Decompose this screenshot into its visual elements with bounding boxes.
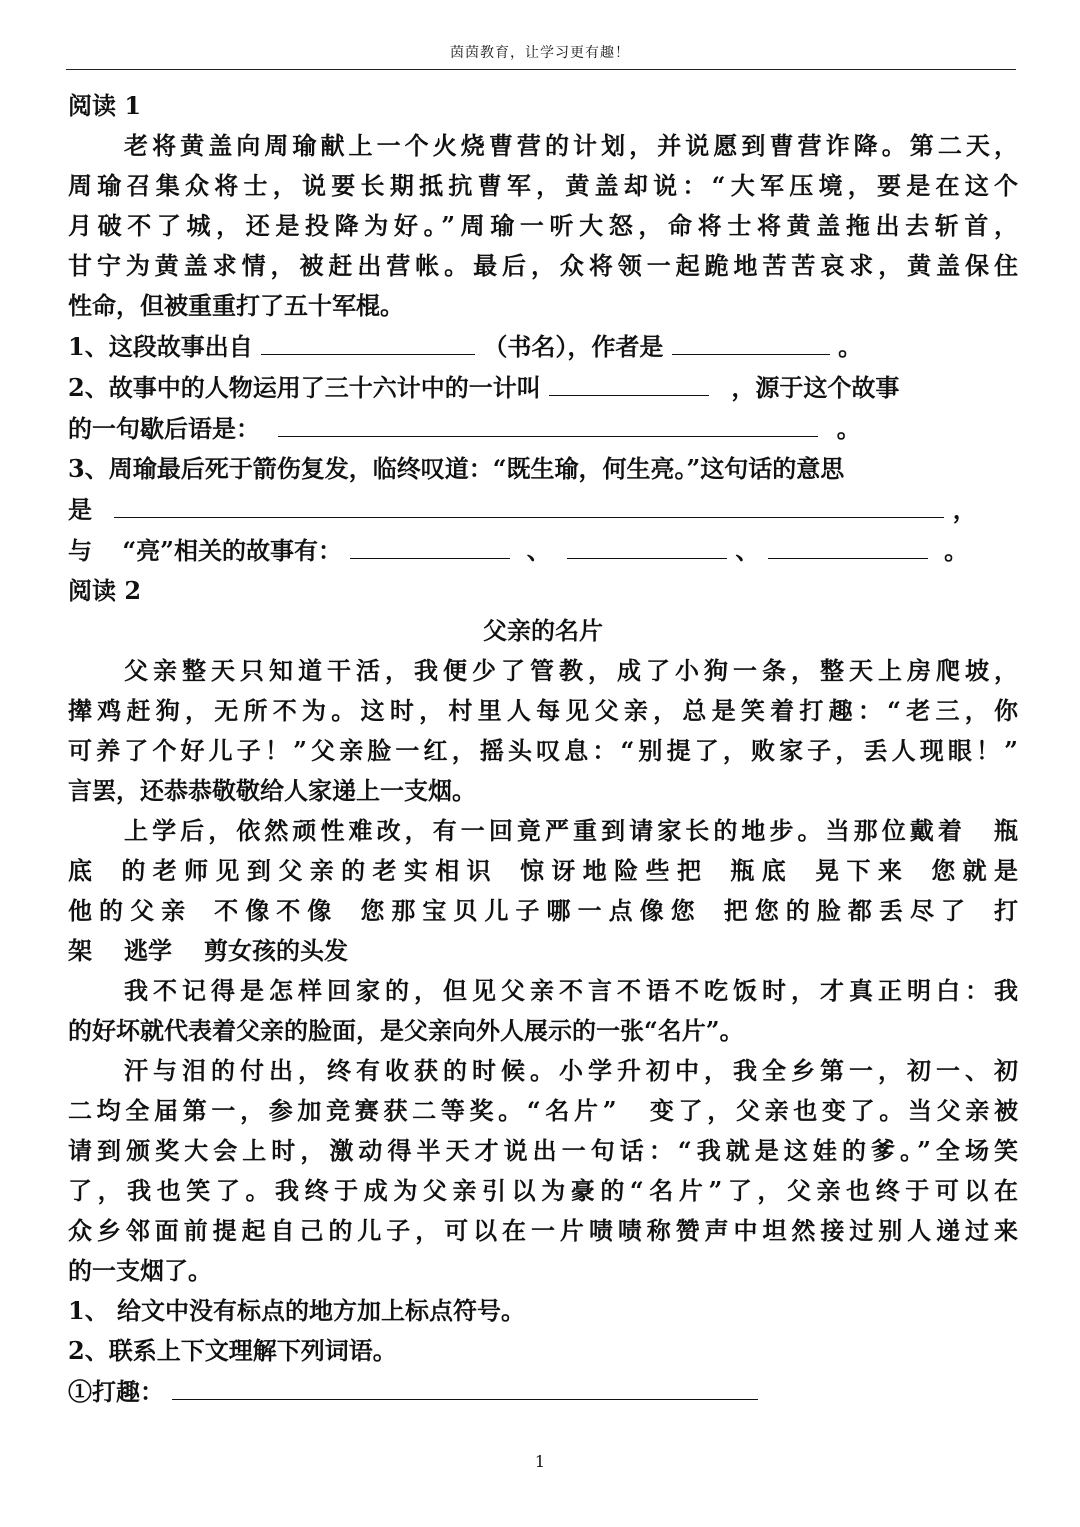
document-body bbox=[68, 86, 1018, 1412]
reading2-para1-line: 言罢，还恭恭敬敬给人家递上一支烟。 bbox=[68, 776, 476, 805]
reading2-heading: 阅读 2 bbox=[68, 576, 142, 605]
q2-text-2: ，源于这个故事 bbox=[731, 373, 900, 402]
reading2-para4-line: 请到颁奖大会上时，激动得半天才说出一句话：“我就是这娃的爹。”全场笑 bbox=[68, 1136, 1018, 1165]
reading1-question-2-line2 bbox=[68, 408, 1018, 449]
reading1-heading: 阅读 1 bbox=[68, 91, 142, 120]
reading2-title: 父亲的名片 bbox=[483, 616, 603, 645]
reading2-para4-line: 众乡邻面前提起自己的儿子，可以在一片啧啧称赞声中坦然接过别人递过来 bbox=[68, 1216, 1018, 1245]
reading1-passage-line: 月破不了城，还是投降为好。”周瑜一听大怒，命将士将黄盖拖出去斩首， bbox=[68, 211, 1018, 240]
unpunctuated-segment: 打 bbox=[994, 896, 1019, 925]
q1-text: 1、这段故事出自 bbox=[68, 332, 253, 361]
q3-end: 。 bbox=[944, 536, 969, 565]
q3-yu: 与 bbox=[68, 536, 92, 565]
reading2-para2-line bbox=[68, 931, 1018, 971]
q2-item1-label: ①打趣： bbox=[68, 1377, 164, 1406]
reading1-passage-line: 周瑜召集众将士，说要长期抵抗曹军，黄盖却说：“大军压境，要是在这个 bbox=[68, 171, 1018, 200]
q1-end: 。 bbox=[838, 332, 863, 361]
unpunctuated-segment: 您就是 bbox=[931, 856, 1019, 885]
reading1-passage-line: 老将黄盖向周瑜献上一个火烧曹营的计划，并说愿到曹营诈降。第二天， bbox=[124, 131, 1018, 160]
reading2-para4-line: 汗与泪的付出，终有收获的时候。小学升初中，我全乡第一，初一、初 bbox=[124, 1056, 1018, 1085]
q2-text: 2、故事中的人物运用了三十六计中的一计叫 bbox=[68, 373, 541, 402]
q1-author-blank[interactable] bbox=[672, 326, 830, 355]
page-number: 1 bbox=[534, 1452, 546, 1471]
q1-text-2: （书名），作者是 bbox=[483, 332, 664, 361]
q3-story-blank-2[interactable] bbox=[567, 530, 727, 559]
q2-xiehouyu-blank[interactable] bbox=[278, 408, 818, 437]
q3-meaning-blank[interactable] bbox=[114, 489, 944, 518]
header-divider bbox=[66, 69, 1016, 70]
reading1-passage-line: 性命，但被重重打了五十军棍。 bbox=[68, 291, 404, 320]
q3-liang: “亮”相关的故事有： bbox=[122, 536, 342, 565]
unpunctuated-segment: 剪女孩的头发 bbox=[204, 936, 348, 965]
unpunctuated-segment: 架 bbox=[68, 936, 92, 965]
reading1-question-3-line2 bbox=[68, 489, 1018, 530]
reading2-para3-line: 的好坏就代表着父亲的脸面，是父亲向外人展示的一张“名片”。 bbox=[68, 1016, 744, 1045]
q3-sep2: 、 bbox=[735, 536, 760, 565]
reading2-para2-line bbox=[68, 891, 1018, 931]
reading1-question-1 bbox=[68, 326, 1018, 367]
reading1-question-2 bbox=[68, 367, 1018, 408]
reading1-passage-line: 甘宁为黄盖求情，被赶出营帐。最后，众将领一起跪地苦苦哀求，黄盖保住 bbox=[68, 251, 1018, 280]
reading2-para1-line: 撵鸡赶狗，无所不为。这时，村里人每见父亲，总是笑着打趣：“老三，你 bbox=[68, 696, 1018, 725]
q3-comma: ， bbox=[952, 495, 977, 524]
q3-shi: 是 bbox=[68, 495, 92, 524]
reading2-question-2: 2、联系上下文理解下列词语。 bbox=[68, 1336, 397, 1365]
q2-strategy-blank[interactable] bbox=[549, 367, 709, 396]
reading1-question-3-line3 bbox=[68, 530, 1018, 571]
unpunctuated-segment: 瓶底 bbox=[730, 856, 794, 885]
reading2-para2-line bbox=[68, 851, 1018, 891]
reading1-question-3: 3、周瑜最后死于箭伤复发，临终叹道：“既生瑜，何生亮。”这句话的意思 bbox=[68, 454, 845, 483]
q2-line2-text: 的一句歇后语是： bbox=[68, 414, 260, 443]
unpunctuated-segment: 晃下来 bbox=[815, 856, 910, 885]
unpunctuated-segment: 的老师见到父亲的老实相识 bbox=[121, 856, 499, 885]
q3-story-blank-1[interactable] bbox=[350, 530, 510, 559]
unpunctuated-segment: 逃学 bbox=[124, 936, 172, 965]
reading2-question-2-item-1 bbox=[68, 1371, 1018, 1412]
reading2-para3-line: 我不记得是怎样回家的，但见父亲不言不语不吃饭时，才真正明白：我 bbox=[124, 976, 1018, 1005]
reading2-para4-line: 二均全届第一，参加竞赛获二等奖。“名片” 变了，父亲也变了。当父亲被 bbox=[68, 1096, 1018, 1125]
q3-story-blank-3[interactable] bbox=[768, 530, 928, 559]
reading2-para4-line: 了，我也笑了。我终于成为父亲引以为豪的“名片”了，父亲也终于可以在 bbox=[68, 1176, 1018, 1205]
q2-end: 。 bbox=[836, 414, 861, 443]
unpunctuated-segment: 把您的脸都丢尽了 bbox=[723, 896, 973, 925]
unpunctuated-segment: 不像不像 bbox=[214, 896, 339, 925]
page-header: 茵茵教育，让学习更有趣！ bbox=[450, 45, 630, 61]
unpunctuated-segment: 惊讶地险些把 bbox=[520, 856, 709, 885]
q1-book-blank[interactable] bbox=[261, 326, 475, 355]
reading2-para1-line: 可养了个好儿子！”父亲脸一红，摇头叹息：“别提了，败家子，丢人现眼！” bbox=[68, 736, 1018, 765]
reading2-para1-line: 父亲整天只知道干活，我便少了管教，成了小狗一条，整天上房爬坡， bbox=[124, 656, 1018, 685]
q3-sep1: 、 bbox=[526, 536, 551, 565]
unpunctuated-segment: 您那宝贝儿子哪一点像您 bbox=[360, 896, 702, 925]
reading2-para4-line: 的一支烟了。 bbox=[68, 1256, 212, 1285]
unpunctuated-segment: 他的父亲 bbox=[68, 896, 193, 925]
reading2-question-1: 1、 给文中没有标点的地方加上标点符号。 bbox=[68, 1296, 526, 1325]
reading2-para2-line: 上学后，依然顽性难改，有一回竟严重到请家长的地步。当那位戴着 瓶 bbox=[124, 816, 1018, 845]
unpunctuated-segment: 底 bbox=[68, 856, 100, 885]
q2-item1-blank[interactable] bbox=[172, 1371, 758, 1400]
